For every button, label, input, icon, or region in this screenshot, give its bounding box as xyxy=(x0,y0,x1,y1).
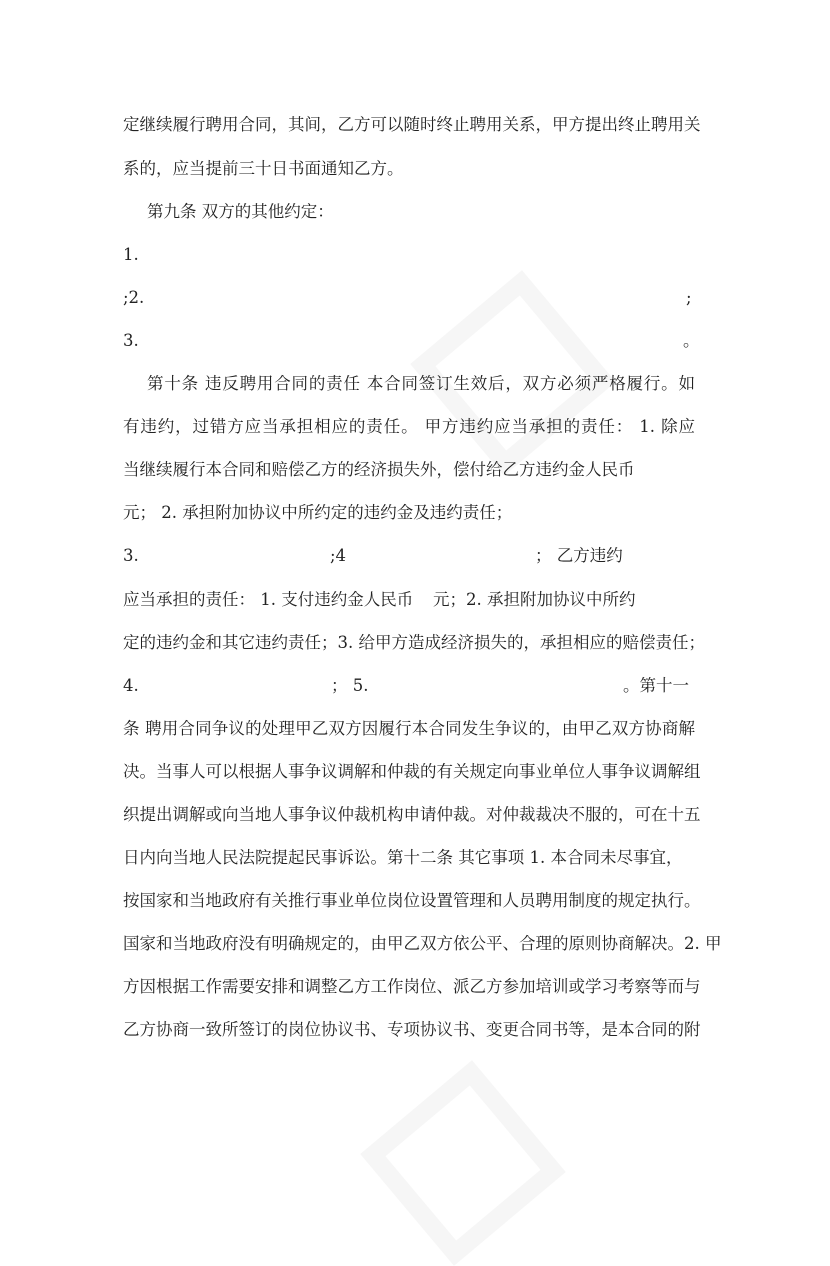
text-line: 元； 2. 承担附加协议中所约定的违约金及违约责任； xyxy=(123,503,513,522)
blank-item: ;4 xyxy=(330,546,347,565)
line-end: ; xyxy=(686,288,692,307)
text-line xyxy=(123,544,695,568)
text-segment: 。第十一 xyxy=(623,676,689,695)
text-line xyxy=(123,329,700,353)
text-line: 当继续履行本合同和赔偿乙方的经济损失外，偿付给乙方违约金人民币 xyxy=(123,460,635,479)
article-10-heading: 第十条 违反聘用合同的责任 本合同签订生效后，双方必须严格履行。如 xyxy=(147,374,695,393)
text-line: 系的，应当提前三十日书面通知乙方。 xyxy=(123,159,404,178)
text-line: 日内向当地人民法院提起民事诉讼。第十二条 其它事项 1. 本合同未尽事宜， xyxy=(123,848,683,867)
blank-item-2: ;2. xyxy=(123,288,145,307)
text-line: 乙方协商一致所签订的岗位协议书、专项协议书、变更合同书等，是本合同的附 xyxy=(123,1020,701,1039)
text-line: 决。当事人可以根据人事争议调解和仲裁的有关规定向事业单位人事争议调解组 xyxy=(123,762,701,781)
text-line xyxy=(123,588,695,612)
article-9-heading: 第九条 双方的其他约定： xyxy=(147,202,334,221)
text-line: 有违约，过错方应当承担相应的责任。 甲方违约应当承担的责任： 1. 除应 xyxy=(123,417,695,436)
text-segment: 应当承担的责任： 1. 支付违约金人民币 xyxy=(123,590,414,609)
blank-item-3: 3. xyxy=(123,331,139,350)
text-line: 条 聘用合同争议的处理甲乙双方因履行本合同发生争议的，由甲乙双方协商解 xyxy=(123,719,695,738)
blank-item: 3. xyxy=(123,546,139,565)
blank-item: 4. xyxy=(123,676,139,695)
text-segment: ； 乙方违约 xyxy=(535,546,623,565)
line-end: 。 xyxy=(683,331,700,350)
text-line xyxy=(123,286,695,310)
text-line: 方因根据工作需要安排和调整乙方工作岗位、派乙方参加培训或学习考察等而与 xyxy=(123,977,701,996)
text-line: 定继续履行聘用合同，其间，乙方可以随时终止聘用关系，甲方提出终止聘用关 xyxy=(123,115,701,134)
blank-item: ； 5. xyxy=(331,676,369,695)
text-line xyxy=(123,674,695,698)
text-segment: 元；2. 承担附加协议中所约 xyxy=(433,590,636,609)
text-line: 1. xyxy=(123,245,139,264)
text-line: 织提出调解或向当地人事争议仲裁机构申请仲裁。对仲裁裁决不服的，可在十五 xyxy=(123,805,701,824)
text-line: 定的违约金和其它违约责任；3. 给甲方造成经济损失的，承担相应的赔偿责任； xyxy=(123,633,705,652)
text-line: 国家和当地政府没有明确规定的，由甲乙双方依公平、合理的原则协商解决。2. 甲 xyxy=(123,934,722,953)
text-line: 按国家和当地政府有关推行事业单位岗位设置管理和人员聘用制度的规定执行。 xyxy=(123,891,701,910)
